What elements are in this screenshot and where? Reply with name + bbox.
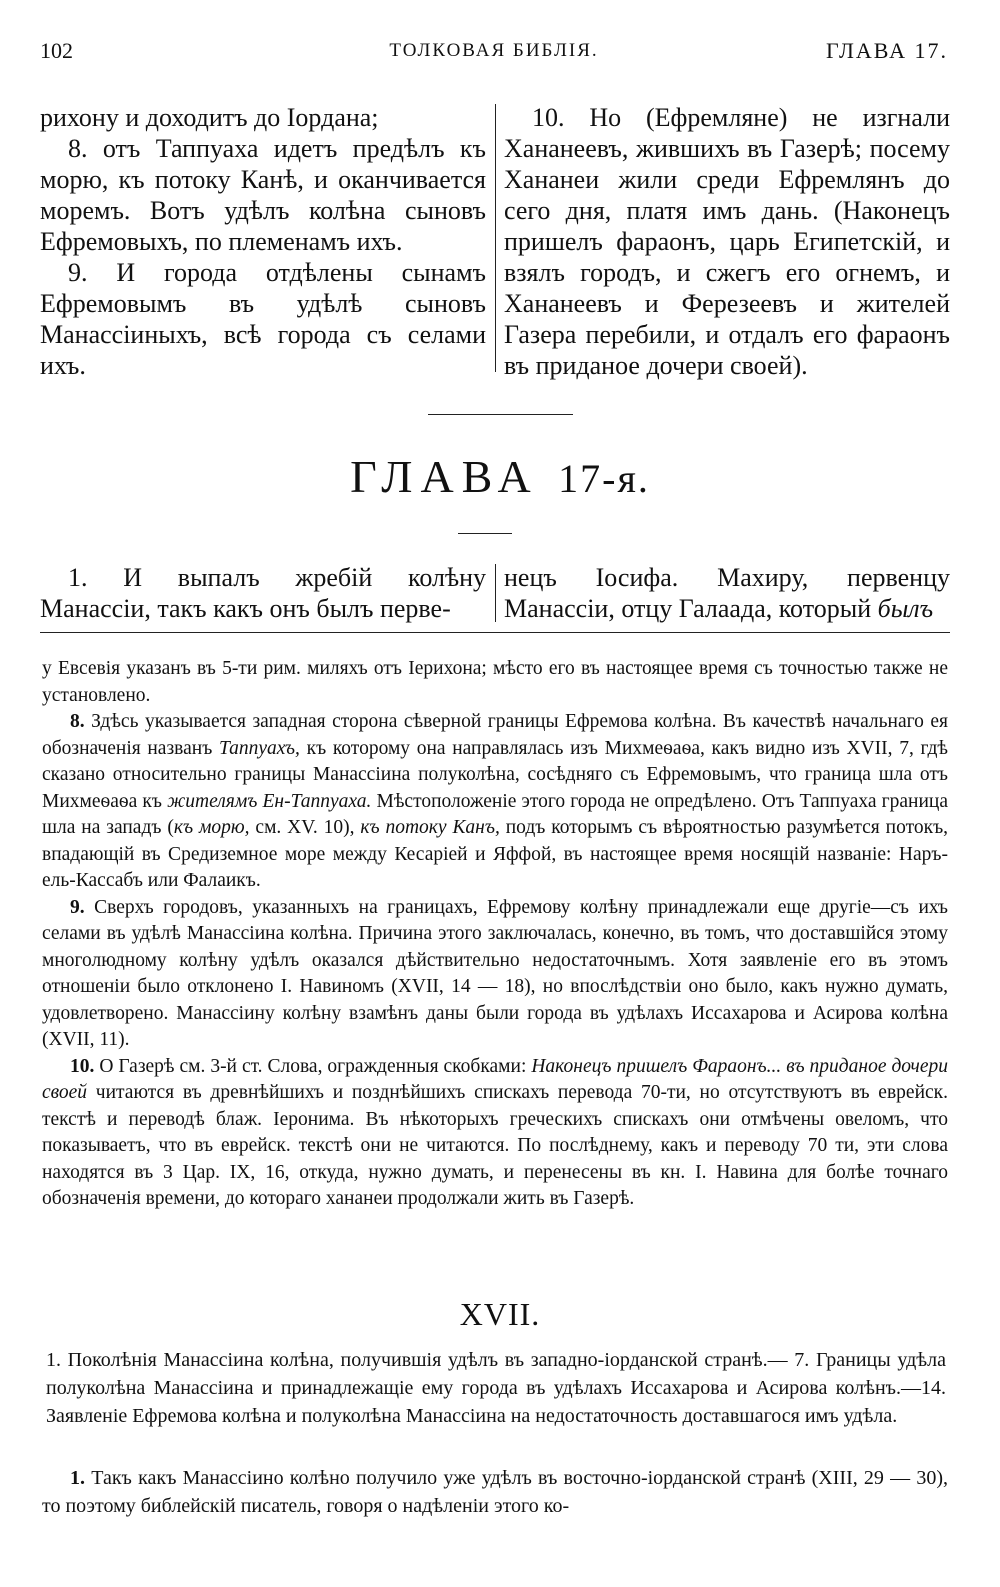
section-summary [46, 1346, 946, 1430]
commentary-text: Мѣстоположеніе этого города не опредѣлено. Отъ Таппуаха граница шла на западъ ( [42, 790, 949, 838]
commentary-paragraph-9 [42, 895, 948, 1054]
commentary [42, 656, 948, 1213]
verse-1-italic: былъ [877, 594, 934, 623]
book-title: ТОЛКОВАЯ БИБЛІЯ. [389, 40, 599, 61]
verse-1: 1. И выпалъ жребій колѣну Манассіи, такъ какъ онъ былъ перве- [40, 563, 486, 623]
commentary-italic: къ потоку Канъ, [360, 817, 500, 838]
verse-8: 8. отъ Таппуаха идетъ предѣлъ къ морю, къ потоку Канѣ, и оканчивается моремъ. Вотъ удѣлъ колѣна сыновъ Ефремовыхъ, по племенамъ ихъ. [40, 134, 486, 256]
commentary-text: см. XV. 10), [255, 817, 355, 838]
commentary-text: подъ которымъ съ вѣроятностью разумѣется потокъ, впадающій въ Средиземное море между Кесаріей и Яффой, въ настоящее время носящій названіе: Наръ-ель-Кассабъ или Фалаикъ. [42, 817, 949, 891]
left-column [40, 102, 486, 381]
commentary-text: къ которому она направлялась изъ Михмеѳаѳа, какъ видно изъ XVII, 7, гдѣ сказано относительно границы Манассіина полуколѣна, сосѣдняго съ Ефремовымъ, что граница шла отъ Михмеѳаѳа къ [42, 737, 949, 812]
commentary-number: 10. [70, 1055, 95, 1077]
commentary-number: 8. [70, 711, 85, 732]
commentary-text: читаются въ древнѣйшихъ и позднѣйшихъ спискахъ перевода 70-ти, но отсутствуютъ въ еврейск. текстѣ и переводѣ блаж. Іеронима. Въ нѣкоторыхъ греческихъ спискахъ они отмѣчены овеломъ, что показываетъ, что въ еврейск. текстѣ они не читаются. По послѣднему, какъ и переводу 70 ти, эти слова находятся въ 3 Цар. IX, 16, откуда, нужно думать, и перенесены въ кн. І. Навина для болѣе точнаго обозначенія времени, до котораго хананеи продолжали жить въ Газерѣ. [42, 1082, 949, 1209]
commentary-italic: Наконецъ пришелъ Фараонъ... въ приданое дочери своей [42, 1055, 949, 1103]
right-column [504, 562, 950, 624]
section-paragraph-1 [42, 1464, 948, 1520]
paragraph-text: Такъ какъ Манассіино колѣно получило уже удѣлъ въ восточно-іорданской странѣ (XIII, 29 — 30), то поэтому библейскій писатель, говоря о надѣленіи этого ко- [42, 1467, 949, 1517]
chapter-heading-number: 17-я. [558, 456, 650, 501]
summary-text: 1. Поколѣнія Манассіина колѣна, получившія удѣлъ въ западно-іорданской странѣ.— 7. Границы удѣла полуколѣна Манассіина и принадлежащіе ему города въ удѣлахъ Иссахарова и Асирова колѣнъ.—14. Заявленіе Ефремова колѣна и полуколѣна Манассіина на недостаточность доставшагося имъ удѣла. [46, 1349, 946, 1427]
left-column [40, 562, 486, 624]
chapter-label: ГЛАВА 17. [825, 38, 948, 63]
commentary-italic: жителямъ Ен-Таппуаха. [167, 790, 372, 812]
running-header [40, 38, 948, 78]
right-column [504, 102, 950, 381]
divider-rule [428, 414, 573, 415]
chapter-heading [0, 450, 1000, 503]
column-divider [495, 564, 496, 622]
commentary-text: Сверхъ городовъ, указанныхъ на границахъ, Ефремову колѣну принадлежали еще другіе—съ ихъ селами въ удѣлѣ Манассіина колѣна. Причина этого заключалась, конечно, въ томъ, что доставшійся этому многолюдному колѣну удѣлъ оказался дѣйствительно недостаточнымъ. Хотя заявленіе его въ этомъ отношеніи было отклонено І. Навиномъ (XVII, 14 — 18), но впослѣдствіи оно было, какъ нужно думать, удовлетворено. Манассіину колѣну взамѣнъ даны были города въ удѣлахъ Иссахарова и Асирова колѣна (XVII, 11). [42, 896, 949, 1050]
section-number: XVII. [459, 1296, 541, 1332]
page-number: 102 [40, 38, 73, 63]
paragraph-number: 1. [70, 1467, 85, 1489]
commentary-text: О Газерѣ см. 3-й ст. Слова, огражденныя скобками: [99, 1055, 527, 1077]
commentary-italic: Таппуахъ, [218, 737, 300, 759]
verse-10: 10. Но (Ефремляне) не изгнали Хананеевъ, жившихъ въ Газерѣ; посему Хананеи жили среди Ефремлянъ до сего дня, платя имъ дань. (Наконецъ пришелъ фараонъ, царь Египетскій, и взялъ городъ, и сжегъ его огнемъ, и Хананеевъ и Ферезеевъ и жителей Газера перебили, и отдалъ его фараонъ въ приданое дочери своей). [504, 103, 950, 380]
commentary-text: Здѣсь указывается западная сторона сѣверной границы Ефремова колѣна. Въ качествѣ начальнаго ея обозначенія названъ [42, 711, 949, 759]
verse-text: рихону и доходитъ до Іордана; [40, 103, 379, 132]
verse-9: 9. И города отдѣлены сынамъ Ефремовымъ въ удѣлѣ сыновъ Манассіиныхъ, всѣ города съ селами ихъ. [40, 258, 486, 380]
column-divider [495, 104, 496, 372]
top-verse-columns [40, 102, 950, 382]
section-body [42, 1464, 948, 1520]
commentary-number: 9. [70, 896, 85, 918]
footnote-rule [40, 632, 950, 633]
divider-rule [458, 533, 512, 534]
verse-1-continued: нецъ Іосифа. Махиру, первенцу Манассіи, отцу Галаада, который [504, 563, 950, 623]
commentary-paragraph-8 [42, 709, 948, 895]
commentary-italic: къ морю, [173, 817, 250, 838]
commentary-paragraph-10 [42, 1054, 948, 1213]
chapter-verse-columns [40, 562, 950, 630]
chapter-heading-main: ГЛАВА [350, 451, 539, 502]
commentary-paragraph: у Евсевія указанъ въ 5-ти рим. миляхъ отъ Іерихона; мѣсто его въ настоящее время съ точностью также не установлено. [42, 658, 948, 706]
